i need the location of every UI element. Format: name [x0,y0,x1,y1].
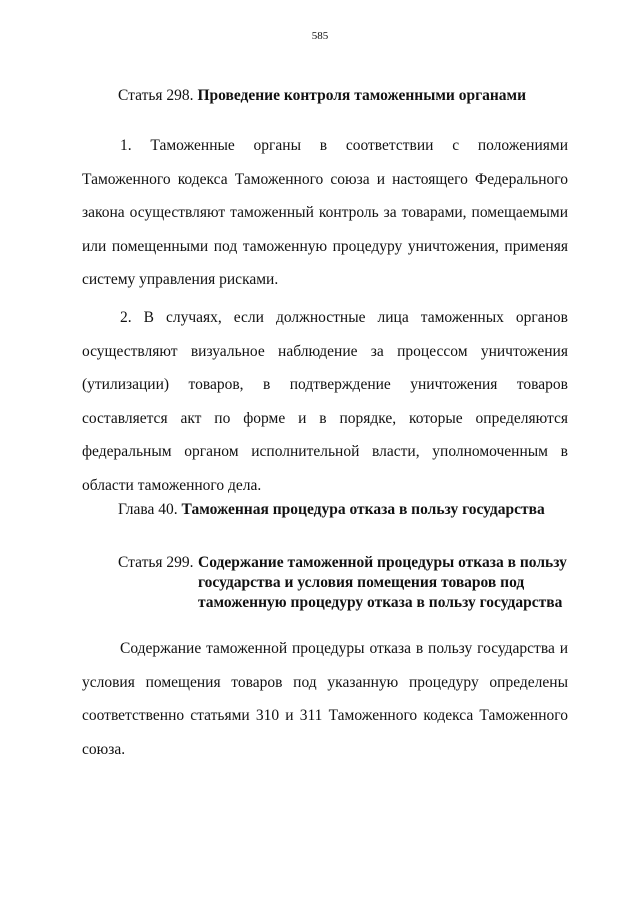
article-299-title-line: таможенную процедуру отказа в пользу государства [198,594,563,611]
article-299-label: Статья 299. [118,554,194,571]
article-298-paragraph-2: 2. В случаях, если должностные лица таможенных органов осуществляют визуальное наблюдение за процессом уничтожения (утилизации) товаров, в подтверждение уничтожения товаров составляется акт по форме и в порядке, которые определяются федеральным органом исполнительной власти, уполномоченным в области таможенного дела. [82,309,568,494]
article-299-title-line: государства и условия помещения товаров под [198,574,525,591]
article-299-title [198,553,578,613]
article-299-paragraph-1: Содержание таможенной процедуры отказа в пользу государства и условия помещения товаров под указанную процедуру определены соответственно статьями 310 и 311 Таможенного кодекса Таможенного союза. [82,640,568,758]
article-299-title-line: Содержание таможенной процедуры отказа в пользу [198,554,567,571]
article-298-label: Статья 298. [118,87,194,104]
chapter-40-title: Таможенная процедура отказа в пользу государства [181,501,545,518]
chapter-40-label: Глава 40. [118,501,178,518]
article-298-paragraph-1: 1. Таможенные органы в соответствии с положениями Таможенного кодекса Таможенного союза и настоящего Федерального закона осуществляют таможенный контроль за товарами, помещаемыми или помещенными под таможенную процедуру уничтожения, применяя систему управления рисками. [82,137,568,288]
article-298-title: Проведение контроля таможенными органами [197,87,527,104]
article-299-heading [118,553,567,611]
chapter-40-heading [118,500,545,520]
article-298-heading [118,86,526,106]
page-number: 585 [311,30,329,42]
